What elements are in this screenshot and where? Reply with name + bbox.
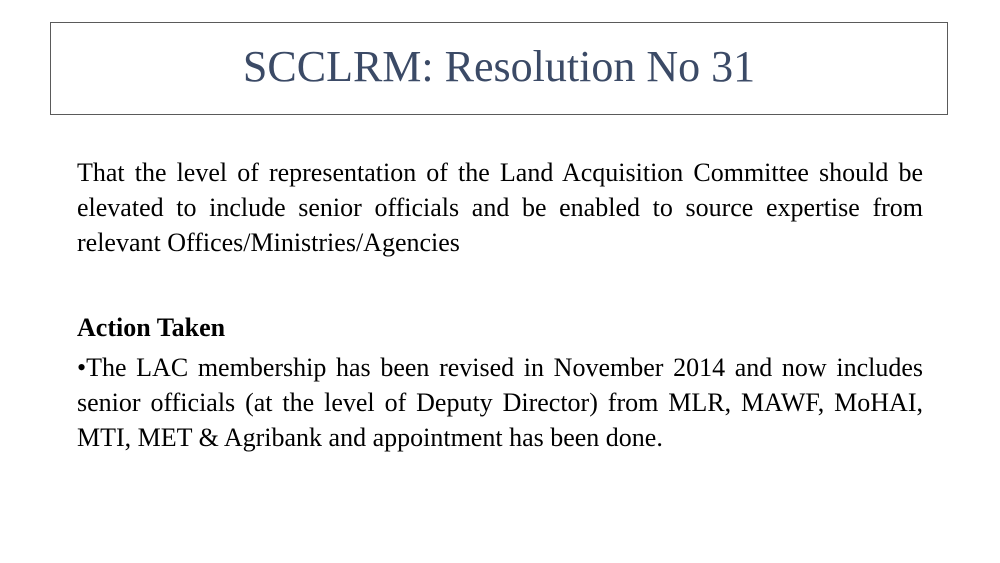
action-taken-paragraph: •The LAC membership has been revised in November 2014 and now includes senior officials (at the level of Deputy Director) from MLR, MAWF, MoHAI, MTI, MET & Agribank and appointment has been done.: [77, 353, 923, 452]
action-taken-heading: Action Taken: [77, 313, 226, 342]
slide-title-box: [50, 22, 948, 115]
slide-body: [77, 155, 923, 455]
slide-title: SCCLRM: Resolution No 31: [242, 41, 756, 91]
resolution-paragraph: That the level of representation of the Land Acquisition Committee should be elevated to include senior officials and be enabled to source expertise from relevant Offices/Ministries/Agencies: [77, 158, 923, 257]
